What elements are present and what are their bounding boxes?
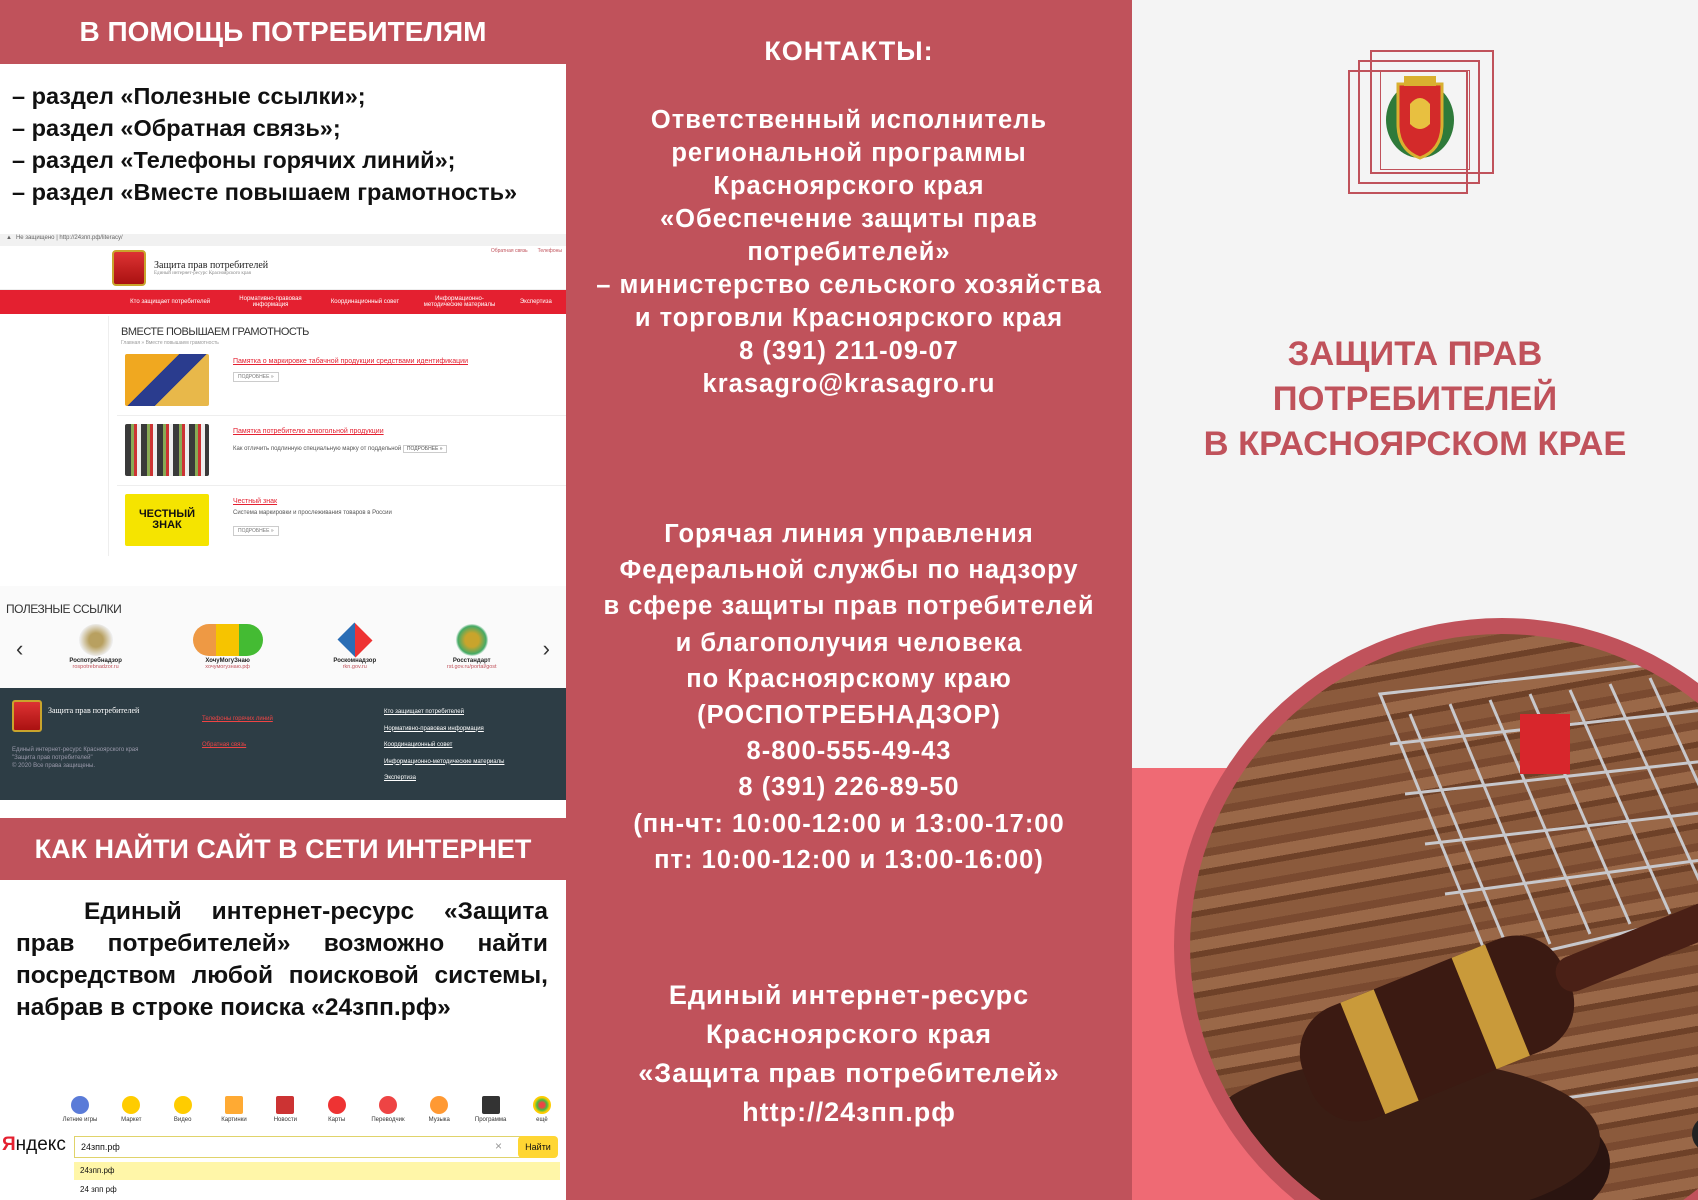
footer-link[interactable]: Экспертиза <box>384 775 416 781</box>
service-tv[interactable]: Программа <box>473 1096 509 1123</box>
logo-roskomnadzor[interactable]: Роскомнадзор rkn.gov.ru <box>333 624 376 670</box>
coat-of-arms-icon <box>112 250 146 286</box>
logo-rosstandart[interactable]: Росстандарт rst.gov.ru/portal/gost <box>447 624 497 670</box>
service-news[interactable]: Новости <box>267 1096 303 1123</box>
footer-link[interactable]: Обратная связь <box>202 742 247 748</box>
nav-item[interactable]: Экспертиза <box>519 299 552 305</box>
service-images[interactable]: Картинки <box>216 1096 252 1123</box>
useful-links <box>0 586 566 696</box>
yandex-logo: Яндекс <box>2 1134 66 1155</box>
logo-hochumoguznayu[interactable]: ХочуМогуЗнаю хочумогузнаю.рф <box>193 624 263 670</box>
list-item: – раздел «Полезные ссылки»; <box>12 83 366 109</box>
coat-of-arms-icon <box>12 700 42 732</box>
footer-link[interactable]: Нормативно-правовая информация <box>384 725 484 732</box>
service-music[interactable]: Музыка <box>421 1096 457 1123</box>
section-header-help: В ПОМОЩЬ ПОТРЕБИТЕЛЯМ <box>0 0 566 64</box>
more-button[interactable]: ПОДРОБНЕЕ » <box>233 372 279 382</box>
website-screenshot <box>0 234 566 800</box>
article-link[interactable]: Памятка потребителю алкогольной продукции <box>233 428 384 435</box>
translate-icon <box>379 1096 397 1114</box>
site-title: Защита прав потребителей Единый интернет-ресурс Красноярского края <box>154 259 269 276</box>
games-icon <box>71 1096 89 1114</box>
working-hours: (пн-чт: 10:00-12:00 и 13:00-17:00 <box>633 809 1065 838</box>
logo-carousel <box>0 616 566 670</box>
footer-link[interactable]: Информационно-методические материалы <box>384 758 505 765</box>
nav-item[interactable]: Информационно-методические материалы <box>423 296 496 308</box>
more-button[interactable]: ПОДРОБНЕЕ » <box>233 526 279 536</box>
site-content <box>108 316 566 556</box>
video-icon <box>174 1096 192 1114</box>
suggestion-item[interactable]: 24 зпп рф <box>80 1185 117 1194</box>
clear-icon[interactable]: × <box>494 1139 502 1153</box>
logo-rospotrebnadzor[interactable]: Роспотребнадзор rospotrebnadzor.ru <box>69 624 122 670</box>
find-paragraph: Единый интернет-ресурс «Защита прав потребителей» возможно найти посредством любой поисковой системы, набрав в строке поиска «24зпп.рф» <box>16 898 548 1021</box>
article-desc: Система маркировки и прослеживания товаров в России <box>233 510 392 516</box>
footer-links <box>384 704 504 787</box>
service-games[interactable]: Летние игры <box>62 1096 98 1123</box>
footer-links-red <box>202 706 273 758</box>
nav-item[interactable]: Нормативно-правовая информация <box>239 296 302 308</box>
responsible-block: Ответственный исполнитель региональной программы Красноярского края «Обеспечение защиты прав потребителей» – министерство сельского хозяйства и торговли Красноярского края 8 (391) 211-09-07 krasagro@krasagro.ru <box>566 104 1132 401</box>
sections-list <box>12 80 562 208</box>
hotline-block: Горячая линия управления Федеральной службы по надзору в сфере защиты прав потребителей и благополучия человека по Красноярскому краю (РОСПОТРЕБНАДЗОР) 8-800-555-49-43 8 (391) 226-89-50 (пн-чт: 10:00-12:00 и 13:00-17:00 пт: 10:00-12:00 и 13:00-16:00) <box>566 516 1132 878</box>
cart-and-gavel-photo <box>1190 634 1698 1200</box>
nav-item[interactable]: Кто защищает потребителей <box>130 299 211 305</box>
eagle-icon <box>455 624 489 656</box>
site-nav <box>0 290 566 314</box>
search-button[interactable]: Найти <box>518 1136 558 1158</box>
tv-icon <box>482 1096 500 1114</box>
article-link[interactable]: Честный знак <box>233 498 278 505</box>
article-item <box>117 486 566 556</box>
emblem-frame <box>1348 50 1498 200</box>
footer-link[interactable]: Телефоны горячих линий <box>202 716 273 722</box>
top-link[interactable]: Телефоны <box>537 248 562 254</box>
chevron-right-icon[interactable]: › <box>542 636 550 661</box>
footer-copyright: Единый интернет-ресурс Красноярского края "Защита прав потребителей" © 2020 Все права защищены. <box>12 747 139 769</box>
contacts-panel <box>566 0 1132 1200</box>
news-icon <box>276 1096 294 1114</box>
music-icon <box>430 1096 448 1114</box>
hmz-icon <box>193 624 263 656</box>
list-item: – раздел «Телефоны горячих линий»; <box>12 147 456 173</box>
rkn-icon <box>337 622 372 657</box>
article-item <box>117 346 566 416</box>
cover-panel <box>1132 0 1698 1200</box>
yandex-search-screenshot <box>0 1086 566 1200</box>
service-more[interactable]: ещё <box>524 1096 560 1123</box>
search-input[interactable]: 24зпп.рф <box>74 1136 522 1158</box>
phone-number: 8 (391) 226-89-50 <box>738 773 960 802</box>
nav-item[interactable]: Координационный совет <box>330 299 400 305</box>
images-icon <box>225 1096 243 1114</box>
article-desc: Как отличить подлинную специальную марку от поддельной ПОДРОБНЕЕ » <box>233 446 447 452</box>
shopping-cart-gavel-icon <box>1190 634 1698 1200</box>
footer-link[interactable]: Координационный совет <box>384 742 453 748</box>
section-header-find: КАК НАЙТИ САЙТ В СЕТИ ИНТЕРНЕТ <box>0 818 566 880</box>
article-item <box>117 416 566 486</box>
eagle-icon <box>79 624 113 656</box>
chevron-left-icon[interactable]: ‹ <box>16 636 24 661</box>
tobacco-thumbnail <box>125 354 209 406</box>
breadcrumb: Главная » Вместе повышаем грамотность <box>121 340 219 346</box>
footer-title: Защита прав потребителей <box>48 706 140 715</box>
more-icon <box>533 1096 551 1114</box>
suggestion-item[interactable]: 24зпп.рф <box>74 1162 560 1180</box>
working-hours: пт: 10:00-12:00 и 13:00-16:00) <box>654 845 1044 874</box>
site-url: http://24зпп.рф <box>742 1097 956 1127</box>
site-footer <box>0 688 566 800</box>
list-item: – раздел «Обратная связь»; <box>12 115 341 141</box>
service-video[interactable]: Видео <box>165 1096 201 1123</box>
site-top-links <box>491 248 562 254</box>
cover-title: ЗАЩИТА ПРАВ ПОТРЕБИТЕЛЕЙ В КРАСНОЯРСКОМ КРАЕ <box>1203 335 1627 463</box>
chestny-znak-logo: ЧЕСТНЫЙ ЗНАК <box>125 494 209 546</box>
footer-link[interactable]: Кто защищает потребителей <box>384 709 464 715</box>
phone-number: 8 (391) 211-09-07 <box>739 337 959 365</box>
resource-block: Единый интернет-ресурс Красноярского края «Защита прав потребителей» http://24зпп.рф <box>566 976 1132 1132</box>
service-market[interactable]: Маркет <box>113 1096 149 1123</box>
service-maps[interactable]: Карты <box>319 1096 355 1123</box>
yandex-services <box>0 1086 566 1123</box>
site-section-title: ВМЕСТЕ ПОВЫШАЕМ ГРАМОТНОСТЬ <box>121 326 309 338</box>
phone-number: 8-800-555-49-43 <box>746 737 952 766</box>
email-address: krasagro@krasagro.ru <box>702 370 996 398</box>
contacts-title: КОНТАКТЫ: <box>764 36 934 66</box>
market-icon <box>122 1096 140 1114</box>
photo-circle <box>1174 618 1698 1200</box>
more-button[interactable]: ПОДРОБНЕЕ » <box>403 445 447 453</box>
list-item: – раздел «Вместе повышаем грамотность» <box>12 179 518 205</box>
alcohol-thumbnail <box>125 424 209 476</box>
site-header <box>0 246 566 290</box>
top-link[interactable]: Обратная связь <box>490 248 528 254</box>
left-panel <box>0 0 566 1200</box>
article-link[interactable]: Памятка о маркировке табачной продукции средствами идентификации <box>233 358 468 365</box>
service-translate[interactable]: Переводчик <box>370 1096 406 1123</box>
map-pin-icon <box>328 1096 346 1114</box>
browser-url-bar: ▲ Не защищено | http://24зпп.рф/literacy/ <box>0 234 566 246</box>
warning-icon: ▲ <box>6 235 12 241</box>
coat-of-arms-icon <box>1384 74 1456 162</box>
useful-links-label: ПОЛЕЗНЫЕ ССЫЛКИ <box>6 602 122 616</box>
